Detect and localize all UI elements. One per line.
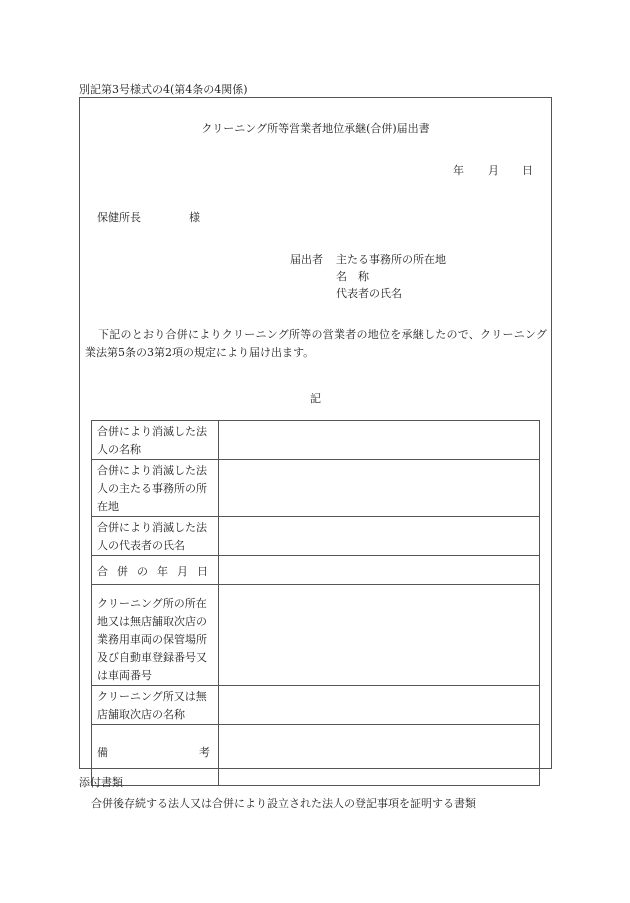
dissolved-corp-address-field[interactable] — [219, 460, 540, 517]
table-row — [92, 556, 540, 585]
form-frame — [79, 97, 552, 769]
notification-table — [91, 420, 540, 786]
notifier-label: 届出者 — [290, 253, 323, 266]
date-month-label: 月 — [488, 164, 499, 177]
attachments-item: 合併後存続する法人又は合併により設立された法人の登記事項を証明する書類 — [91, 797, 476, 810]
date-year-label: 年 — [453, 164, 464, 177]
label-char: の — [137, 565, 148, 578]
form-number: 別記第3号様式の4(第4条の4関係) — [79, 83, 248, 96]
table-row — [92, 725, 540, 786]
label-char: 備 — [97, 746, 108, 759]
merger-date-field[interactable] — [219, 556, 540, 585]
label-char: 合 — [97, 565, 108, 578]
label-char: 併 — [117, 565, 128, 578]
remarks-field[interactable] — [219, 725, 540, 786]
ki-heading: 記 — [310, 392, 321, 405]
notifier-representative-label: 代表者の氏名 — [336, 287, 402, 300]
label-char: 考 — [199, 746, 210, 759]
dissolved-corp-name-label: 合併により消滅した法人の名称 — [97, 425, 207, 456]
dissolved-corp-representative-field[interactable] — [219, 517, 540, 556]
location-vehicle-field[interactable] — [219, 585, 540, 686]
addressee-honorific: 様 — [189, 211, 200, 224]
row-label — [92, 585, 219, 686]
addressee-name: 保健所長 — [97, 211, 141, 224]
shop-name-field[interactable] — [219, 686, 540, 725]
table-row — [92, 460, 540, 517]
row-label — [92, 556, 219, 585]
label-char: 年 — [157, 565, 168, 578]
merger-date-label — [97, 558, 214, 581]
row-label — [92, 421, 219, 460]
row-label — [92, 517, 219, 556]
body-paragraph: 下記のとおり合併によりクリーニング所等の営業者の地位を承継したので、クリーニング業法第5条の3第2項の規定により届け出ます。 — [85, 328, 547, 359]
date-day-label: 日 — [522, 164, 533, 177]
table-row — [92, 585, 540, 686]
form-title: クリーニング所等営業者地位承継(合併)届出書 — [201, 122, 430, 135]
location-vehicle-label: クリーニング所の所在地又は無店舗取次店の業務用車両の保管場所及び自動車登録番号又は車両番号 — [97, 597, 207, 682]
table-row — [92, 686, 540, 725]
row-label — [92, 460, 219, 517]
dissolved-corp-name-field[interactable] — [219, 421, 540, 460]
notifier-address-label: 主たる事務所の所在地 — [336, 253, 446, 266]
remarks-label — [97, 727, 214, 762]
table-row — [92, 421, 540, 460]
shop-name-label: クリーニング所又は無店舗取次店の名称 — [97, 690, 207, 721]
row-label — [92, 686, 219, 725]
label-char: 日 — [197, 565, 208, 578]
attachments-heading: 添付書類 — [79, 776, 123, 789]
table-row — [92, 517, 540, 556]
label-char: 月 — [177, 565, 188, 578]
dissolved-corp-representative-label: 合併により消滅した法人の代表者の氏名 — [97, 521, 207, 552]
notifier-name-label: 名 称 — [336, 270, 369, 283]
dissolved-corp-address-label: 合併により消滅した法人の主たる事務所の所在地 — [97, 464, 207, 513]
